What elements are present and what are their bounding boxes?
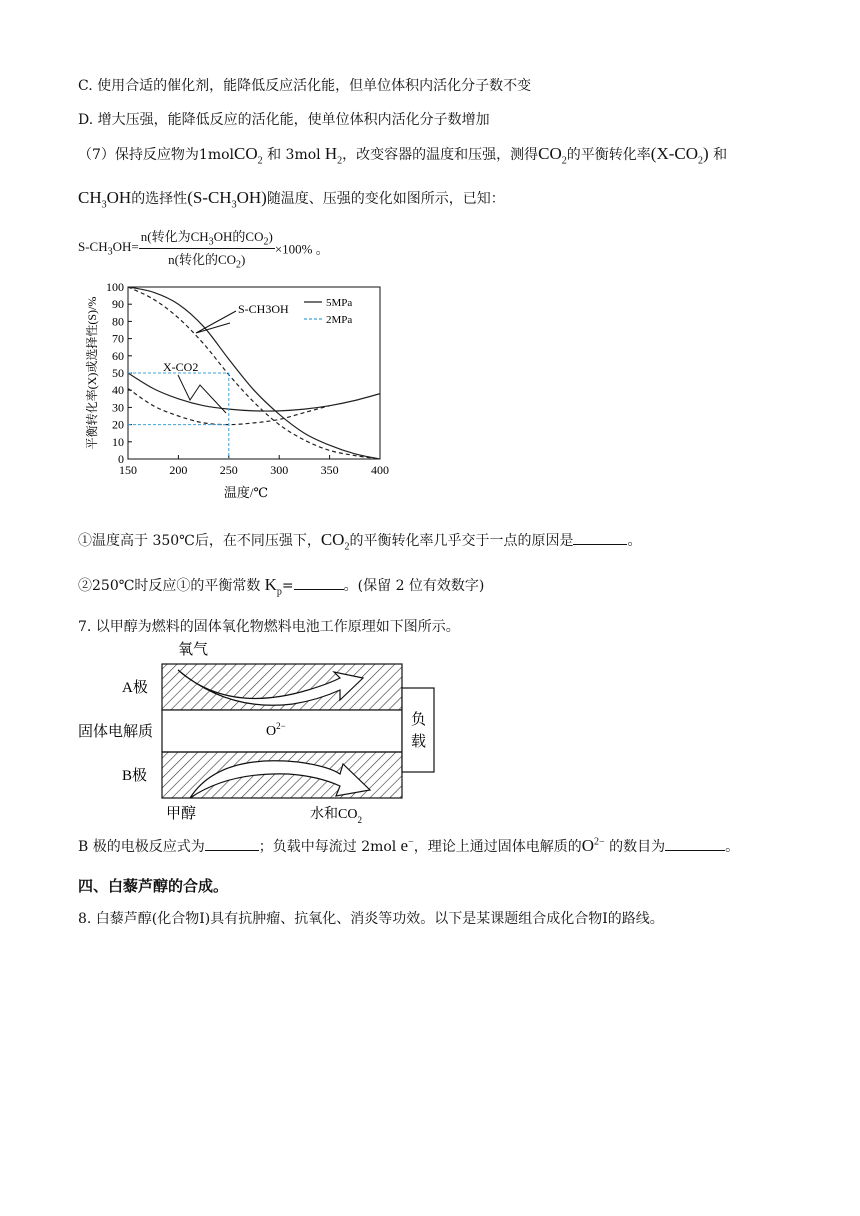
- answer-blank-3[interactable]: [205, 838, 259, 851]
- y-tick-label-40: 40: [112, 383, 124, 398]
- y-tick-label-60: 60: [112, 348, 124, 363]
- q7-line1: （7）保持反应物为1molCO$_2$ 和 3mol $H_2$，改变容器的温度和压强，测得$CO_2$的平衡转化率$(X-CO_2)$ 和: [78, 144, 728, 167]
- x-tick-label-250: 250: [219, 463, 238, 477]
- annotation-x-co2: X-CO2: [163, 360, 199, 374]
- products-label: 水和$CO_2$: [310, 807, 362, 825]
- series-2-line: [128, 373, 380, 411]
- load-label-2: 载: [411, 734, 427, 750]
- q-b-electrode: B 极的电极反应式为 ；负载中每流过 2mol e−，理论上通过固体电解质的$O^{2-}$ 的数目为 。: [78, 836, 740, 855]
- answer-blank-2[interactable]: [294, 577, 344, 590]
- methanol-label: 甲醇: [166, 806, 197, 822]
- legend-2mpa-label: 2MPa: [326, 314, 353, 326]
- y-tick-label-80: 80: [112, 314, 124, 329]
- x-tick-label-350: 350: [320, 463, 339, 477]
- legend-5mpa-label: 5MPa: [326, 297, 353, 309]
- y-axis-label: 平衡转化率(X)或选择性(S)/%: [85, 296, 99, 450]
- y-tick-label-30: 30: [112, 400, 124, 415]
- q7-sub2: ②250℃时反应①的平衡常数 $K_p=$ 。(保留 2 位有效数字): [78, 575, 485, 598]
- oxygen-label: 氧气: [178, 642, 209, 658]
- x-tick-label-400: 400: [371, 463, 389, 477]
- q7-line2: $CH_3OH$的选择性$(S-CH_3OH)$随温度、压强的变化如图所示，已知：: [78, 188, 505, 211]
- annotation-x-pointer: [178, 375, 226, 413]
- equilibrium-chart: [78, 275, 398, 510]
- option-d: D. 增大压强，能降低反应的活化能，使单位体积内活化分子数增加: [78, 112, 490, 128]
- answer-blank-4[interactable]: [665, 838, 725, 851]
- answer-blank-1[interactable]: [573, 532, 627, 545]
- ion-label: $O^{2-}$: [266, 721, 286, 739]
- y-tick-label-50: 50: [112, 366, 124, 380]
- x-tick-label-200: 200: [169, 463, 188, 477]
- y-tick-label-20: 20: [112, 417, 124, 432]
- selectivity-formula: $S-CH_3OH=$ $\frac{n(转化为CH_3OH的CO_2)}{n(转化的CO_2)}$ ×100% 。: [78, 226, 329, 270]
- electrolyte-label: 固体电解质: [78, 724, 154, 740]
- electrolyte-layer: [162, 710, 402, 752]
- load-label-1: 负: [411, 712, 427, 728]
- y-tick-label-90: 90: [112, 297, 124, 312]
- option-c: C. 使用合适的催化剂，能降低反应活化能，但单位体积内活化分子数不变: [78, 78, 532, 94]
- b-pole-label: B极: [122, 768, 148, 784]
- a-pole-label: A极: [122, 680, 148, 696]
- section-heading: 四、白藜芦醇的合成。: [78, 877, 229, 895]
- q7-sub1: ①温度高于 350℃后，在不同压强下，$CO_2$的平衡转化率几乎交于一点的原因是 。: [78, 530, 642, 553]
- annotation-s-pointer: [196, 311, 236, 333]
- fuel-cell-diagram: [78, 634, 448, 826]
- q7b-text: 7. 以甲醇为燃料的固体氧化物燃料电池工作原理如下图所示。: [78, 619, 460, 635]
- y-tick-label-0: 0: [118, 452, 124, 466]
- y-tick-label-100: 100: [106, 280, 124, 294]
- load-box: [402, 688, 434, 772]
- x-tick-label-150: 150: [119, 463, 137, 477]
- q8-text: 8. 白藜芦醇(化合物Ⅰ)具有抗肿瘤、抗氧化、消炎等功效。以下是某课题组合成化合物Ⅰ的路线。: [78, 911, 664, 927]
- y-tick-label-70: 70: [112, 331, 124, 346]
- annotation-s-ch3oh: S-CH3OH: [238, 302, 289, 316]
- x-tick-label-300: 300: [270, 463, 289, 477]
- y-tick-label-10: 10: [112, 434, 124, 449]
- x-axis-label: 温度/℃: [223, 485, 269, 500]
